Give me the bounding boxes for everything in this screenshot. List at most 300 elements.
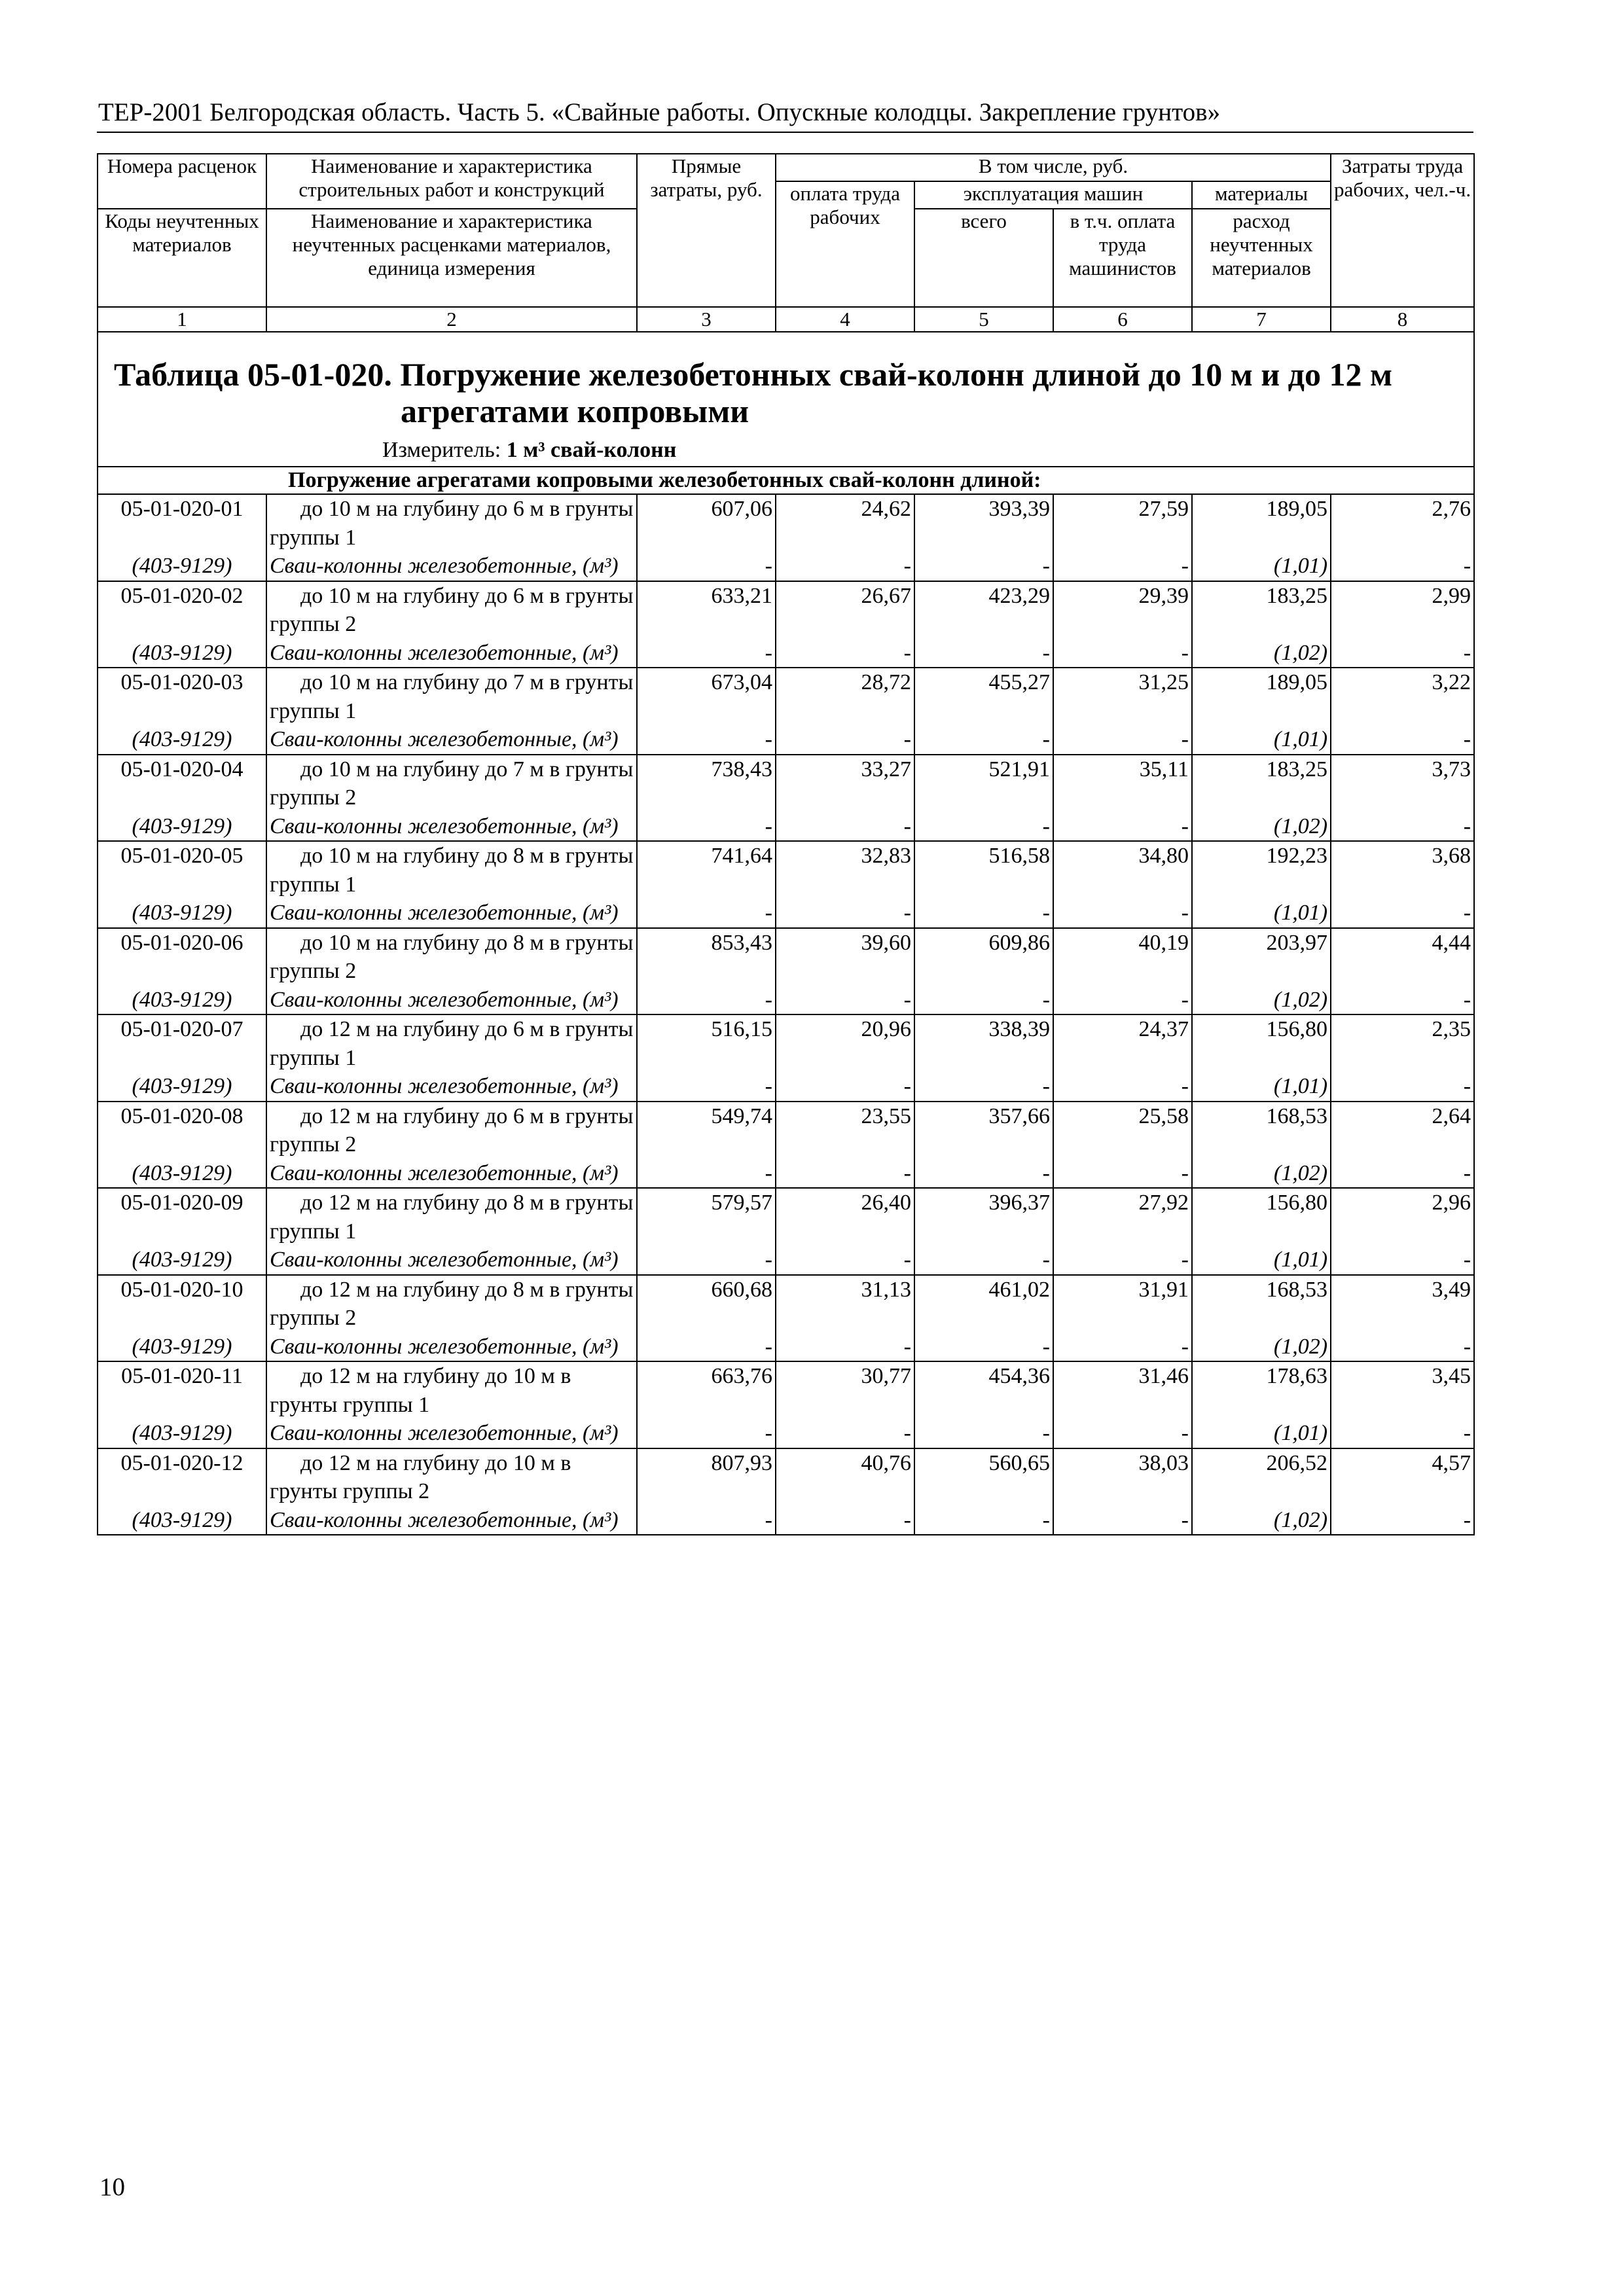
direct-costs-cell	[637, 1102, 776, 1189]
dash: -	[1042, 987, 1050, 1012]
column-number: 4	[776, 307, 914, 332]
dash: -	[1463, 554, 1471, 578]
rate-code: 05-01-020-09	[120, 1191, 244, 1215]
description-cell	[266, 494, 637, 581]
dash: -	[1042, 640, 1050, 665]
direct-costs: 807,93	[711, 1450, 772, 1475]
labor-hours: 3,73	[1432, 757, 1471, 781]
dash: -	[903, 1160, 911, 1185]
direct-costs: 549,74	[711, 1103, 772, 1128]
workers-pay: 32,83	[861, 844, 911, 868]
material-name: Сваи-колонны железобетонные, (м³)	[270, 1507, 619, 1532]
workers-pay-cell	[776, 755, 914, 842]
machines-total: 461,02	[988, 1277, 1050, 1302]
measurer	[114, 436, 1460, 465]
header-material-names: Наименование и характеристика неучтенных расценками материалов, единица измерения	[266, 209, 637, 307]
table-title	[114, 356, 1460, 429]
machinists-pay-cell	[1053, 1275, 1192, 1362]
material-quantity: (1,01)	[1273, 727, 1328, 751]
labor-hours-cell	[1331, 1448, 1474, 1535]
dash: -	[1463, 1507, 1471, 1532]
dash: -	[903, 1507, 911, 1532]
machinists-pay: 27,59	[1138, 497, 1189, 521]
dash: -	[1463, 1334, 1471, 1359]
machinists-pay: 31,91	[1138, 1277, 1189, 1302]
dash: -	[1042, 1507, 1050, 1532]
description-cell	[266, 1014, 637, 1102]
direct-costs-cell	[637, 581, 776, 668]
material-quantity: (1,02)	[1273, 1160, 1328, 1185]
material-code: (403-9129)	[132, 1160, 232, 1185]
rate-code-cell	[98, 581, 266, 668]
materials-cost: 203,97	[1266, 930, 1328, 955]
description-cell	[266, 928, 637, 1015]
workers-pay-cell	[776, 1188, 914, 1275]
rate-rows	[98, 494, 1474, 1535]
material-name: Сваи-колонны железобетонные, (м³)	[270, 727, 619, 751]
labor-hours-cell	[1331, 1014, 1474, 1102]
description-cell	[266, 841, 637, 928]
dash: -	[1463, 640, 1471, 665]
machines-total-cell	[914, 581, 1053, 668]
column-number: 8	[1331, 307, 1474, 332]
labor-hours-cell	[1331, 581, 1474, 668]
material-name: Сваи-колонны железобетонные, (м³)	[270, 901, 619, 925]
material-code: (403-9129)	[132, 814, 232, 838]
machines-total-cell	[914, 1102, 1053, 1189]
materials-cell	[1192, 494, 1331, 581]
labor-hours: 2,96	[1432, 1191, 1471, 1215]
machinists-pay-cell	[1053, 1102, 1192, 1189]
table-row	[98, 494, 1474, 581]
labor-hours-cell	[1331, 1102, 1474, 1189]
machines-total-cell	[914, 1448, 1053, 1535]
dash: -	[1463, 901, 1471, 925]
description-cell	[266, 1448, 637, 1535]
rate-code-cell	[98, 494, 266, 581]
direct-costs: 741,64	[711, 844, 772, 868]
machinists-pay: 24,37	[1138, 1017, 1189, 1041]
table-row	[98, 1361, 1474, 1448]
table-row	[98, 841, 1474, 928]
material-name: Сваи-колонны железобетонные, (м³)	[270, 814, 619, 838]
rate-code: 05-01-020-05	[120, 844, 244, 868]
materials-cost: 206,52	[1266, 1450, 1328, 1475]
materials-cell	[1192, 1361, 1331, 1448]
material-quantity: (1,01)	[1273, 1074, 1328, 1098]
machinists-pay-cell	[1053, 581, 1192, 668]
material-name: Сваи-колонны железобетонные, (м³)	[270, 1247, 619, 1272]
rate-code: 05-01-020-06	[120, 930, 244, 955]
table-row	[98, 1102, 1474, 1189]
work-description: до 10 м на глубину до 7 м в грунты группы 1	[270, 670, 634, 723]
machines-total-cell	[914, 928, 1053, 1015]
machines-total-cell	[914, 1188, 1053, 1275]
labor-hours-cell	[1331, 1188, 1474, 1275]
materials-cost: 189,05	[1266, 670, 1328, 694]
materials-cell	[1192, 1275, 1331, 1362]
machines-total: 454,36	[988, 1364, 1050, 1388]
machinists-pay-cell	[1053, 1448, 1192, 1535]
material-code: (403-9129)	[132, 901, 232, 925]
dash: -	[765, 814, 772, 838]
dash: -	[1042, 1160, 1050, 1185]
machines-total: 455,27	[988, 670, 1050, 694]
machines-total-cell	[914, 1275, 1053, 1362]
column-number: 7	[1192, 307, 1331, 332]
labor-hours: 4,57	[1432, 1450, 1471, 1475]
material-code: (403-9129)	[132, 987, 232, 1012]
labor-hours-cell	[1331, 1275, 1474, 1362]
dash: -	[903, 814, 911, 838]
machines-total: 560,65	[988, 1450, 1050, 1475]
rate-code-cell	[98, 1014, 266, 1102]
dash: -	[1463, 1247, 1471, 1272]
dash: -	[765, 640, 772, 665]
workers-pay-cell	[776, 1275, 914, 1362]
column-number: 5	[914, 307, 1053, 332]
dash: -	[903, 1421, 911, 1445]
machines-total: 609,86	[988, 930, 1050, 955]
machinists-pay: 27,92	[1138, 1191, 1189, 1215]
materials-cell	[1192, 841, 1331, 928]
workers-pay: 23,55	[861, 1103, 911, 1128]
labor-hours: 2,64	[1432, 1103, 1471, 1128]
dash: -	[1181, 554, 1189, 578]
machines-total: 423,29	[988, 583, 1050, 608]
material-quantity: (1,01)	[1273, 901, 1328, 925]
workers-pay: 33,27	[861, 757, 911, 781]
dash: -	[903, 640, 911, 665]
dash: -	[1181, 1421, 1189, 1445]
labor-hours: 3,49	[1432, 1277, 1471, 1302]
workers-pay: 30,77	[861, 1364, 911, 1388]
dash: -	[1181, 987, 1189, 1012]
machinists-pay: 34,80	[1138, 844, 1189, 868]
rate-code: 05-01-020-03	[120, 670, 244, 694]
dash: -	[903, 727, 911, 751]
direct-costs: 579,57	[711, 1191, 772, 1215]
machines-total: 521,91	[988, 757, 1050, 781]
description-cell	[266, 1361, 637, 1448]
dash: -	[765, 554, 772, 578]
header-including-group: В том числе, руб.	[776, 154, 1331, 181]
direct-costs-cell	[637, 1361, 776, 1448]
workers-pay: 40,76	[861, 1450, 911, 1475]
dash: -	[765, 1334, 772, 1359]
table-row	[98, 668, 1474, 755]
materials-cell	[1192, 928, 1331, 1015]
table-row	[98, 928, 1474, 1015]
table-title-line2: агрегатами копровыми	[401, 393, 749, 429]
rate-code-cell	[98, 1275, 266, 1362]
labor-hours-cell	[1331, 928, 1474, 1015]
direct-costs-cell	[637, 494, 776, 581]
labor-hours: 2,76	[1432, 497, 1471, 521]
workers-pay: 39,60	[861, 930, 911, 955]
machinists-pay: 25,58	[1138, 1103, 1189, 1128]
dash: -	[903, 1247, 911, 1272]
material-name: Сваи-колонны железобетонные, (м³)	[270, 554, 619, 578]
labor-hours: 2,35	[1432, 1017, 1471, 1041]
workers-pay: 20,96	[861, 1017, 911, 1041]
dash: -	[765, 1507, 772, 1532]
machinists-pay-cell	[1053, 668, 1192, 755]
labor-hours-cell	[1331, 1361, 1474, 1448]
dash: -	[765, 1247, 772, 1272]
machines-total: 516,58	[988, 844, 1050, 868]
dash: -	[765, 1160, 772, 1185]
work-description: до 10 м на глубину до 8 м в грунты группы 1	[270, 844, 634, 897]
dash: -	[765, 1074, 772, 1098]
work-description: до 10 м на глубину до 7 м в грунты группы 2	[270, 757, 634, 810]
header-material-codes: Коды неучтенных материалов	[98, 209, 266, 307]
materials-cost: 183,25	[1266, 583, 1328, 608]
work-description: до 12 м на глубину до 8 м в грунты группы 2	[270, 1277, 634, 1330]
header-rule	[97, 132, 1473, 133]
header-materials-group: материалы	[1192, 181, 1331, 209]
dash: -	[1463, 1421, 1471, 1445]
machines-total-cell	[914, 494, 1053, 581]
material-code: (403-9129)	[132, 727, 232, 751]
direct-costs: 516,15	[711, 1017, 772, 1041]
description-cell	[266, 668, 637, 755]
dash: -	[765, 987, 772, 1012]
machinists-pay: 38,03	[1138, 1450, 1189, 1475]
header-labor-hours: Затраты труда рабочих, чел.-ч.	[1331, 154, 1474, 307]
direct-costs-cell	[637, 755, 776, 842]
direct-costs-cell	[637, 1188, 776, 1275]
material-code: (403-9129)	[132, 554, 232, 578]
machines-total: 393,39	[988, 497, 1050, 521]
workers-pay: 28,72	[861, 670, 911, 694]
dash: -	[903, 987, 911, 1012]
labor-hours: 3,68	[1432, 844, 1471, 868]
machinists-pay-cell	[1053, 928, 1192, 1015]
header-machines-total: всего	[914, 209, 1053, 307]
material-quantity: (1,02)	[1273, 987, 1328, 1012]
dash: -	[1042, 554, 1050, 578]
workers-pay-cell	[776, 1448, 914, 1535]
materials-cell	[1192, 1448, 1331, 1535]
material-code: (403-9129)	[132, 640, 232, 665]
machines-total: 357,66	[988, 1103, 1050, 1128]
dash: -	[903, 1334, 911, 1359]
dash: -	[1463, 1074, 1471, 1098]
direct-costs-cell	[637, 841, 776, 928]
measurer-label: Измеритель:	[382, 438, 501, 462]
table-row	[98, 1448, 1474, 1535]
description-cell	[266, 1102, 637, 1189]
material-quantity: (1,02)	[1273, 1507, 1328, 1532]
material-name: Сваи-колонны железобетонные, (м³)	[270, 640, 619, 665]
running-header: ТЕР-2001 Белгородская область. Часть 5. «Свайные работы. Опускные колодцы. Закрепление грунтов»	[98, 98, 1221, 126]
work-description: до 10 м на глубину до 8 м в грунты группы 2	[270, 930, 634, 983]
materials-cost: 183,25	[1266, 757, 1328, 781]
rate-code-cell	[98, 1188, 266, 1275]
table-row	[98, 581, 1474, 668]
direct-costs: 673,04	[711, 670, 772, 694]
materials-cell	[1192, 1188, 1331, 1275]
material-quantity: (1,01)	[1273, 1247, 1328, 1272]
direct-costs-cell	[637, 1014, 776, 1102]
direct-costs: 633,21	[711, 583, 772, 608]
material-quantity: (1,02)	[1273, 814, 1328, 838]
dash: -	[1181, 1507, 1189, 1532]
rate-code: 05-01-020-10	[120, 1277, 244, 1302]
labor-hours: 2,99	[1432, 583, 1471, 608]
dash: -	[1042, 1247, 1050, 1272]
dash: -	[1181, 814, 1189, 838]
dash: -	[1181, 1334, 1189, 1359]
labor-hours-cell	[1331, 668, 1474, 755]
rate-code: 05-01-020-08	[120, 1103, 244, 1128]
direct-costs: 660,68	[711, 1277, 772, 1302]
labor-hours-cell	[1331, 494, 1474, 581]
materials-cost: 156,80	[1266, 1017, 1328, 1041]
material-quantity: (1,01)	[1273, 1421, 1328, 1445]
workers-pay: 31,13	[861, 1277, 911, 1302]
header-direct-costs: Прямые затраты, руб.	[637, 154, 776, 307]
material-name: Сваи-колонны железобетонные, (м³)	[270, 1074, 619, 1098]
workers-pay-cell	[776, 581, 914, 668]
materials-cost: 192,23	[1266, 844, 1328, 868]
rate-code: 05-01-020-04	[120, 757, 244, 781]
machinists-pay: 31,25	[1138, 670, 1189, 694]
work-description: до 12 м на глубину до 10 м в грунты группы 1	[270, 1364, 571, 1417]
work-description: до 12 м на глубину до 6 м в грунты группы 1	[270, 1017, 634, 1070]
dash: -	[903, 554, 911, 578]
machinists-pay: 31,46	[1138, 1364, 1189, 1388]
dash: -	[1042, 1074, 1050, 1098]
direct-costs-cell	[637, 928, 776, 1015]
rate-code-cell	[98, 928, 266, 1015]
material-name: Сваи-колонны железобетонные, (м³)	[270, 1421, 619, 1445]
description-cell	[266, 581, 637, 668]
materials-cell	[1192, 668, 1331, 755]
machinists-pay: 40,19	[1138, 930, 1189, 955]
materials-cost: 156,80	[1266, 1191, 1328, 1215]
material-code: (403-9129)	[132, 1334, 232, 1359]
rate-code-cell	[98, 841, 266, 928]
rate-code: 05-01-020-02	[120, 583, 244, 608]
dash: -	[765, 727, 772, 751]
direct-costs: 738,43	[711, 757, 772, 781]
materials-cost: 178,63	[1266, 1364, 1328, 1388]
table-title-block	[98, 332, 1474, 467]
material-quantity: (1,02)	[1273, 1334, 1328, 1359]
direct-costs-cell	[637, 668, 776, 755]
machinists-pay: 29,39	[1138, 583, 1189, 608]
description-cell	[266, 1188, 637, 1275]
machinists-pay-cell	[1053, 841, 1192, 928]
direct-costs: 607,06	[711, 497, 772, 521]
section-heading: Погружение агрегатами копровыми железобетонных свай-колонн длиной:	[98, 467, 1474, 494]
dash: -	[1181, 1247, 1189, 1272]
machines-total-cell	[914, 841, 1053, 928]
machinists-pay-cell	[1053, 1014, 1192, 1102]
workers-pay-cell	[776, 1102, 914, 1189]
materials-cost: 168,53	[1266, 1277, 1328, 1302]
direct-costs: 663,76	[711, 1364, 772, 1388]
dash: -	[1042, 901, 1050, 925]
machines-total-cell	[914, 668, 1053, 755]
labor-hours-cell	[1331, 755, 1474, 842]
column-number: 3	[637, 307, 776, 332]
machines-total-cell	[914, 1361, 1053, 1448]
direct-costs: 853,43	[711, 930, 772, 955]
dash: -	[1181, 640, 1189, 665]
rate-code: 05-01-020-12	[120, 1450, 244, 1475]
labor-hours-cell	[1331, 841, 1474, 928]
table-title-line1: Таблица 05-01-020. Погружение железобетонных свай-колонн длиной до 10 м и до 12 м	[114, 356, 1393, 393]
workers-pay-cell	[776, 1361, 914, 1448]
rates-table	[97, 153, 1475, 1535]
description-cell	[266, 1275, 637, 1362]
dash: -	[1463, 814, 1471, 838]
workers-pay-cell	[776, 928, 914, 1015]
direct-costs-cell	[637, 1448, 776, 1535]
machines-total-cell	[914, 1014, 1053, 1102]
header-workers-pay: оплата труда рабочих	[776, 181, 914, 307]
workers-pay: 26,67	[861, 583, 911, 608]
dash: -	[1181, 901, 1189, 925]
dash: -	[903, 1074, 911, 1098]
table-row	[98, 1275, 1474, 1362]
dash: -	[1042, 814, 1050, 838]
work-description: до 10 м на глубину до 6 м в грунты группы 1	[270, 497, 634, 550]
material-code: (403-9129)	[132, 1421, 232, 1445]
material-code: (403-9129)	[132, 1507, 232, 1532]
workers-pay-cell	[776, 494, 914, 581]
rate-code-cell	[98, 1361, 266, 1448]
material-quantity: (1,02)	[1273, 640, 1328, 665]
work-description: до 12 м на глубину до 8 м в грунты группы 1	[270, 1191, 634, 1244]
labor-hours: 4,44	[1432, 930, 1471, 955]
material-code: (403-9129)	[132, 1247, 232, 1272]
machinists-pay: 35,11	[1139, 757, 1189, 781]
header-work-name: Наименование и характеристика строительных работ и конструкций	[266, 154, 637, 209]
rate-code: 05-01-020-11	[121, 1364, 243, 1388]
machinists-pay-cell	[1053, 1188, 1192, 1275]
materials-cell	[1192, 1102, 1331, 1189]
dash: -	[1181, 727, 1189, 751]
rate-code-cell	[98, 668, 266, 755]
dash: -	[1042, 727, 1050, 751]
labor-hours: 3,45	[1432, 1364, 1471, 1388]
work-description: до 12 м на глубину до 10 м в грунты группы 2	[270, 1450, 571, 1503]
table-row	[98, 1188, 1474, 1275]
material-name: Сваи-колонны железобетонные, (м³)	[270, 1334, 619, 1359]
column-number: 6	[1053, 307, 1192, 332]
rate-code-cell	[98, 1102, 266, 1189]
dash: -	[765, 1421, 772, 1445]
material-code: (403-9129)	[132, 1074, 232, 1098]
header-machines-group: эксплуатация машин	[914, 181, 1192, 209]
workers-pay: 26,40	[861, 1191, 911, 1215]
machines-total-cell	[914, 755, 1053, 842]
rate-code-cell	[98, 1448, 266, 1535]
machines-total: 396,37	[988, 1191, 1050, 1215]
materials-cell	[1192, 1014, 1331, 1102]
rate-code: 05-01-020-01	[120, 497, 244, 521]
dash: -	[1181, 1074, 1189, 1098]
machines-total: 338,39	[988, 1017, 1050, 1041]
material-quantity: (1,01)	[1273, 554, 1328, 578]
column-numbers-row	[98, 307, 1474, 332]
work-description: до 10 м на глубину до 6 м в грунты группы 2	[270, 583, 634, 636]
materials-cost: 168,53	[1266, 1103, 1328, 1128]
